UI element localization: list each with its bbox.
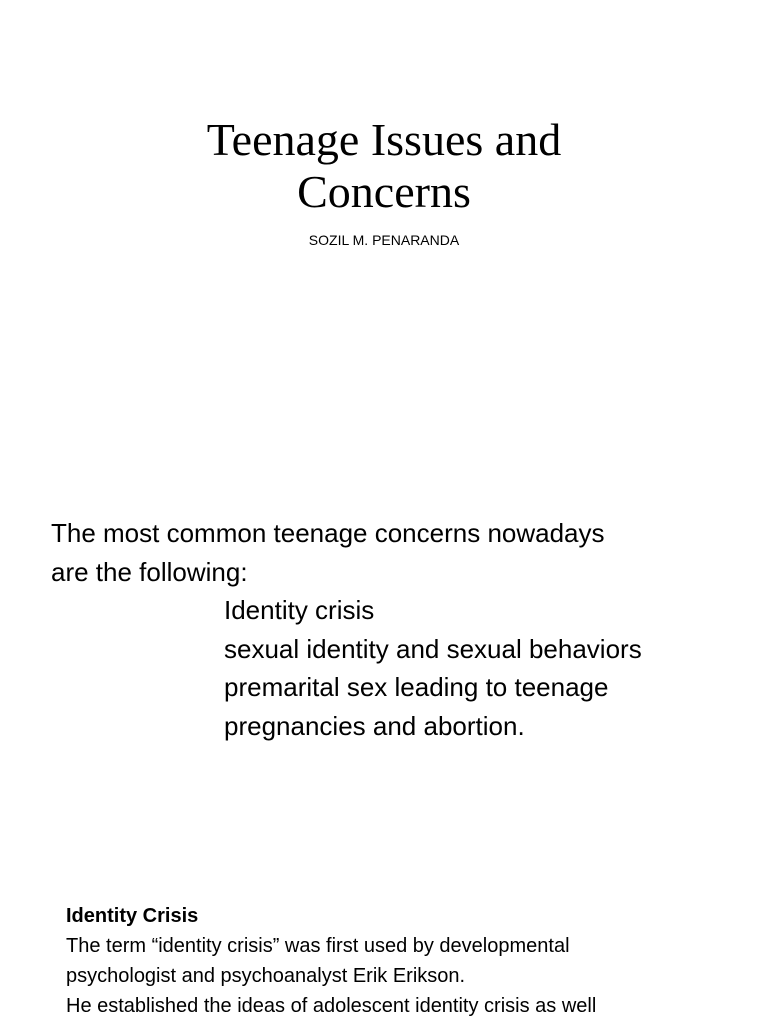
concerns-intro bbox=[51, 514, 751, 591]
section-body bbox=[66, 931, 756, 1021]
identity-crisis-slide bbox=[0, 880, 768, 1024]
intro-line-1: The most common teenage concerns nowadays bbox=[51, 518, 605, 548]
presentation-title bbox=[0, 114, 768, 218]
intro-line-2: are the following: bbox=[51, 556, 248, 587]
body-line-3: He established the ideas of adolescent identity crisis as well bbox=[66, 995, 597, 1017]
concern-list bbox=[224, 591, 764, 745]
author-name: SOZIL M. PENARANDA bbox=[308, 232, 460, 248]
concern-item: premarital sex leading to teenage bbox=[224, 672, 609, 702]
concern-item: Identity crisis bbox=[224, 595, 375, 625]
concerns-slide bbox=[0, 500, 768, 800]
section-heading: Identity Crisis bbox=[66, 905, 199, 927]
body-line-1: The term “identity crisis” was first used by developmental bbox=[66, 935, 570, 957]
title-slide bbox=[0, 0, 768, 300]
concern-item: pregnancies and abortion. bbox=[224, 710, 525, 741]
title-line-2: Concerns bbox=[297, 166, 471, 217]
body-line-2: psychologist and psychoanalyst Erik Erikson. bbox=[66, 965, 466, 987]
concern-item: sexual identity and sexual behaviors bbox=[224, 633, 642, 664]
title-line-1: Teenage Issues and bbox=[206, 114, 562, 165]
